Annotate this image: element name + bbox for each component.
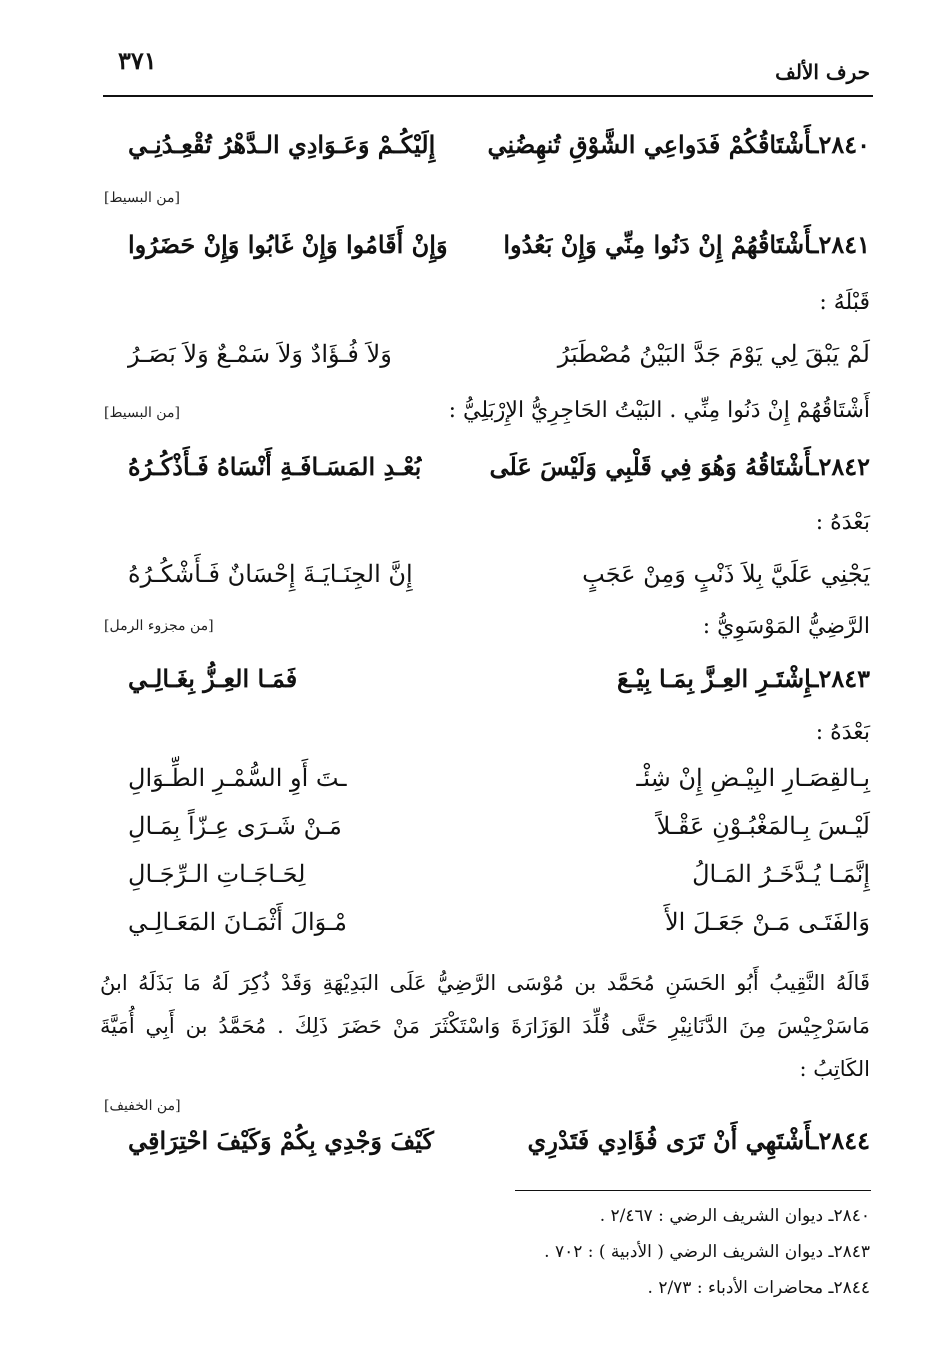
verse-number: ٢٨٤٠ـ [811,130,870,159]
chapter-title: حرف الألف [775,60,870,84]
after-verse-first: يَجْنِي عَلَيَّ بِلاَ ذَنْبٍ وَمِنْ عَجَبٍ [582,560,870,588]
footnote: ٢٨٤٣ـ ديوان الشريف الرضي ( الأدبية ) : ٧٠٢ . [544,1242,870,1262]
verse-2841-second: وَإِنْ أَقَامُوا وَإِنْ غَابُوا وَإِنْ حَضَرُوا [128,230,448,259]
after-label: بَعْدَهُ : [815,510,870,535]
after-verse-first: وَالفَتَـى مَـنْ جَعَـلَ الأَ [664,908,870,936]
header-rule [103,95,873,97]
footnote: ٢٨٤٠ـ ديوان الشريف الرضي : ٢/٤٦٧ . [599,1206,870,1226]
verse-2843-first [617,664,870,693]
attribution-line: الرَّضِيُّ المَوْسَوِيُّ : [702,614,870,639]
verse-2841-first [503,230,870,259]
after-label: بَعْدَهُ : [815,720,870,745]
page-number: ٣٧١ [118,46,157,75]
prose-paragraph: قَالَهُ النَّقِيبُ أَبُو الحَسَنِ مُحَمَّد بن مُوْسَى الرَّضِيُّ عَلَى البَدِيْهَةِ وَقَدْ ذُكِرَ لَهُ مَا بَذَلَهُ ابنُ مَاسَرْجِيْسَ مِنَ الدَّنَانِيْرِ حَتَّى قُلِّدَ الوَزَارَةَ وَاسْتَكْثَرَ مَنْ حَضَرَ ذَلِكَ . مُحَمَّدُ بن أَبِي أُمَيَّةَ الكَاتِبُ : [100,971,870,1081]
verse-2844-first [528,1126,870,1155]
verse-2840-first [488,130,870,159]
verse-2842-second: بُعْـدِ المَسَـافَـةِ أَنْسَاهُ فَـأَذْكُـرُهُ [128,452,422,481]
verse-number: ٢٨٤٣ـ [811,664,870,693]
meter-label: [من مجزوء الرمل] [104,618,214,634]
hemistich-first: أَشْتَاقُكُمْ فَدَواعِي الشَّوْقِ تُنهِضُنِي [487,130,812,159]
verse-number: ٢٨٤٢ـ [811,452,870,481]
meter-label: [من الخفيف] [104,1098,181,1114]
verse-2840-second: إِلَيْكُـمْ وَعَـوَادِي الـدَّهْرُ تُقْعِـدُنِـي [128,130,436,159]
verse-2843-second: فَمَـا العِـزُّ بِغَـالِـي [128,664,298,693]
verse-number: ٢٨٤٤ـ [811,1126,870,1155]
footnote: ٢٨٤٤ـ محاضرات الأدباء : ٢/٧٣ . [647,1278,870,1298]
after-verse-first: لَيْـسَ بِـالمَغْبُـوْنِ عَقْـلاً [656,812,870,840]
after-verse-second: لِحَـاجَـاتِ الـرِّجَـالِ [128,860,306,888]
after-verse-second: إِنَّ الجِنَـايَـةَ إِحْسَانٌ فَـأَشْكُـرُهُ [128,560,413,588]
after-verse-second: ـتَ أَوِ السُّمْـرِ الطِّـوَالِ [128,764,347,792]
before-verse-first: لَمْ يَبْقَ لِي يَوْمَ جَدَّ البَيْنُ مُصْطَبَرُ [557,340,870,368]
verse-2842-first [490,452,870,481]
verse-number: ٢٨٤١ـ [811,230,870,259]
after-verse-second: مَـنْ شَـرَى عِـزّاً بِمَـالِ [128,812,342,840]
after-verse-first: إِنَّمَـا يُـدَّخَـرُ المَـالُ [692,860,870,888]
after-verse-second: مْـوَالَ أَثْمَـانَ المَعَـالِـي [128,908,347,936]
hemistich-first: أَشْتَهِي أَنْ تَرَى فُؤَادِي فَتَدْرِي [527,1126,812,1155]
hemistich-first: أَشْتَاقُهُمْ إِنْ دَنُوا مِنِّي وَإِنْ بَعُدُوا [503,230,812,259]
meter-label: [من البسيط] [104,405,180,421]
after-verse-first: بِـالقِصَـارِ البِيْـضِ إِنْ شِئْـ [636,764,870,792]
meter-label: [من البسيط] [104,190,180,206]
verse-2844-second: كَيْفَ وَجْدِي بِكُمْ وَكَيْفَ احْتِرَاقِي [128,1126,434,1155]
hemistich-first: أَشْتَاقُهُ وَهُوَ فِي قَلْبِي وَلَيْسَ عَلَى [489,452,812,481]
attribution-line: أَشْتَاقُهُمْ إِنْ دَنُوا مِنِّي . البَيْتُ الحَاجِرِيُّ الإِرْبَلِيُّ : [448,398,870,423]
before-label: قَبْلَهُ : [819,290,870,315]
hemistich-first: إِشْتَـرِ العِـزَّ بِمَـا بِيْـعَ [616,664,812,693]
footnote-rule [515,1190,871,1191]
before-verse-second: وَلاَ فُـؤَادٌ وَلاَ سَمْـعٌ وَلاَ بَصَـرُ [128,340,392,368]
